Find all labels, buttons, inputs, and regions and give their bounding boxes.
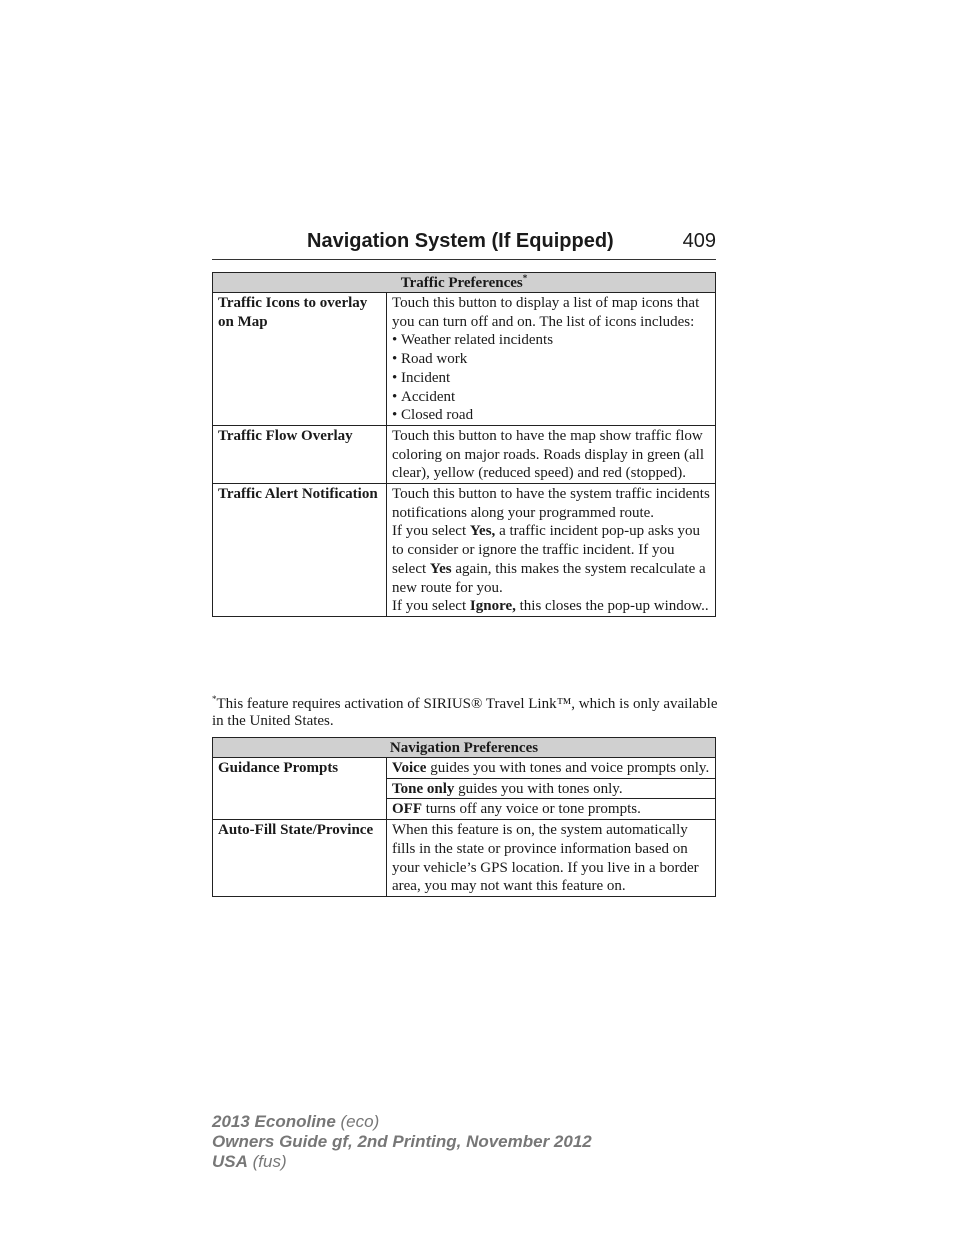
option-term: OFF: [392, 801, 422, 818]
table-row: [213, 484, 716, 617]
table-header-row: [213, 738, 716, 758]
row-label: Traffic Alert Notification: [213, 484, 387, 617]
yes-option: Yes: [429, 560, 452, 577]
yes-option: Yes,: [469, 523, 496, 540]
navigation-preferences-table: [212, 737, 716, 897]
table-row: [213, 425, 716, 483]
row-description: [387, 293, 716, 426]
table-row: [213, 293, 716, 426]
row-label: Traffic Flow Overlay: [213, 425, 387, 483]
row-description: [387, 484, 716, 617]
row-label: Traffic Icons to overlay on Map: [213, 293, 387, 426]
table-header-row: [213, 273, 716, 293]
row-description: Touch this button to have the map show traffic flow coloring on major roads. Roads display in green (all clear), yellow (reduced speed) and red (stopped).: [387, 425, 716, 483]
page-number: 409: [682, 230, 716, 252]
description-text: Touch this button to display a list of map icons that you can turn off and on. The list of icons includes:: [392, 295, 700, 330]
row-description: Tone only guides you with tones only.: [387, 778, 716, 799]
table-row: [213, 820, 716, 897]
footer-line: Owners Guide gf, 2nd Printing, November 2012: [212, 1132, 592, 1151]
row-label: Guidance Prompts: [213, 758, 387, 820]
option-term: Voice: [392, 760, 427, 776]
footnote-marker: *: [522, 273, 528, 283]
table-row: [213, 758, 716, 779]
navigation-preferences-heading: Navigation Preferences: [213, 738, 716, 758]
footnote: [212, 696, 722, 730]
footer-line: 2013 Econoline (eco): [212, 1112, 380, 1131]
ignore-option: Ignore,: [469, 598, 516, 615]
list-item: • Incident: [392, 369, 710, 388]
description-paragraph: If you select Ignore, this closes the pop-up window..: [392, 598, 709, 615]
page-header: [212, 229, 716, 260]
traffic-preferences-heading: Traffic Preferences*: [213, 273, 716, 293]
row-label: Auto-Fill State/Province: [213, 820, 387, 897]
page-footer: [212, 1112, 592, 1172]
list-item: • Accident: [392, 388, 710, 407]
row-description: OFF turns off any voice or tone prompts.: [387, 799, 716, 820]
footnote-marker: *: [212, 694, 217, 704]
list-item: • Road work: [392, 350, 710, 369]
list-item: • Closed road: [392, 406, 710, 425]
footer-line: USA (fus): [212, 1152, 287, 1171]
row-description: Voice guides you with tones and voice prompts only.: [387, 758, 716, 779]
description-paragraph: Touch this button to have the system traffic incidents notifications along your programmed route.: [392, 486, 710, 521]
row-description: When this feature is on, the system automatically fills in the state or province information based on your vehicle’s GPS location. If you live in a border area, you may not want this feature on.: [387, 820, 716, 897]
option-term: Tone only: [392, 780, 455, 797]
description-paragraph: If you select Yes, a traffic incident pop-up asks you to consider or ignore the traffic incident. If you select Yes again, this makes the system recalculate a new route for you.: [392, 523, 706, 596]
section-title: Navigation System (If Equipped): [307, 230, 614, 252]
list-item: • Weather related incidents: [392, 331, 710, 350]
footnote-text: This feature requires activation of SIRIUS® Travel Link™, which is only available in the United States.: [212, 696, 718, 729]
traffic-preferences-table: [212, 272, 716, 617]
